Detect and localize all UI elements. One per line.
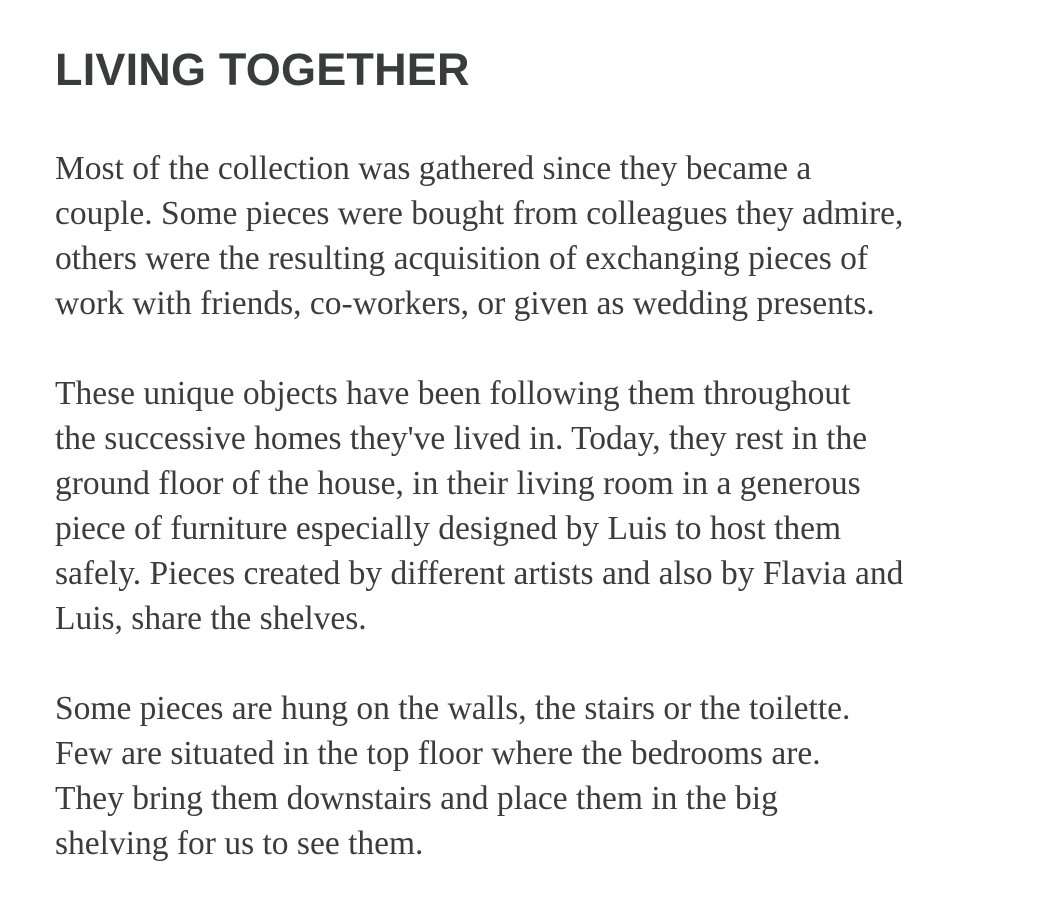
paragraph-collection-origin [55, 146, 1015, 326]
text-line: piece of furniture especially designed by Luis to host them [55, 510, 842, 547]
article [55, 40, 1015, 866]
paragraph-walls-and-shelving [55, 686, 1015, 866]
text-line: the successive homes they've lived in. Today, they rest in the [55, 420, 868, 457]
text-line: couple. Some pieces were bought from colleagues they admire, [55, 195, 904, 232]
text-line: They bring them downstairs and place them in the big [55, 780, 778, 817]
text-line: shelving for us to see them. [55, 825, 424, 862]
text-line: work with friends, co-workers, or given as wedding presents. [55, 285, 875, 322]
text-line: Most of the collection was gathered since they became a [55, 150, 812, 187]
text-line: Few are situated in the top floor where the bedrooms are. [55, 735, 821, 772]
text-line: safely. Pieces created by different artists and also by Flavia and [55, 555, 904, 592]
paragraph-living-room [55, 371, 1015, 641]
text-line: others were the resulting acquisition of exchanging pieces of [55, 240, 869, 277]
text-line: Some pieces are hung on the walls, the stairs or the toilette. [55, 690, 851, 727]
page-title: LIVING TOGETHER [55, 44, 470, 95]
text-line: These unique objects have been following them throughout [55, 375, 851, 412]
text-line: ground floor of the house, in their living room in a generous [55, 465, 861, 502]
text-line: Luis, share the shelves. [55, 600, 367, 637]
